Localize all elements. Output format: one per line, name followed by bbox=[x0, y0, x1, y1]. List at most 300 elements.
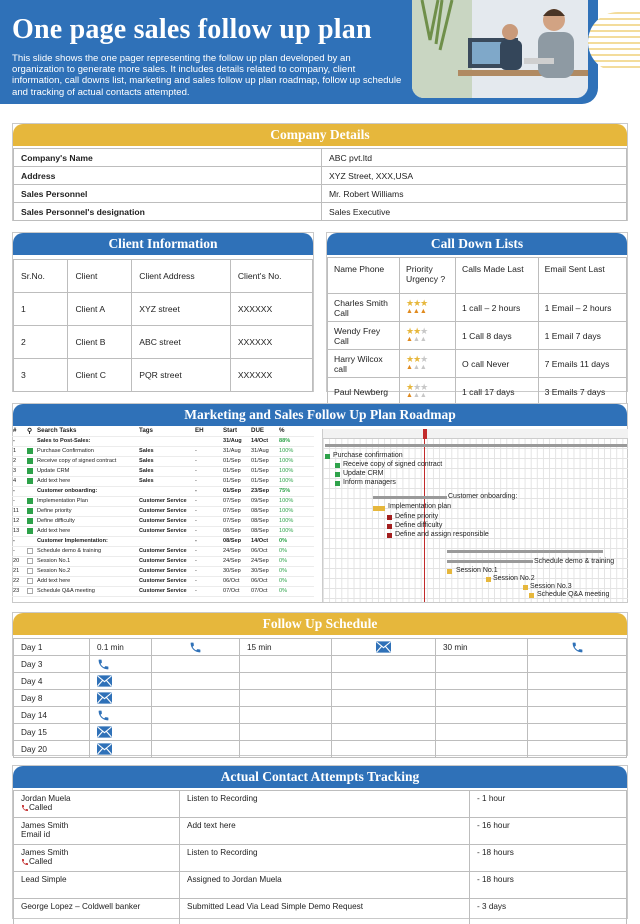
tracking-contact bbox=[14, 872, 180, 899]
task-name: Customer onboarding: bbox=[36, 486, 138, 496]
phone-icon bbox=[189, 641, 202, 654]
task-due: 01/Sep bbox=[250, 476, 278, 486]
follow-up-empty-cell bbox=[332, 707, 436, 724]
task-start: 01/Sep bbox=[222, 466, 250, 476]
task-eh: - bbox=[194, 446, 222, 456]
gantt-marker bbox=[447, 569, 452, 574]
task-pct: 100% bbox=[278, 516, 314, 526]
task-name: Schedule Q&A meeting bbox=[36, 586, 138, 596]
follow-up-icon-cell bbox=[332, 639, 436, 656]
roadmap-row bbox=[12, 446, 314, 456]
task-start: 01/Sep bbox=[222, 476, 250, 486]
checkbox-checked-icon[interactable] bbox=[27, 528, 33, 534]
roadmap-row bbox=[12, 506, 314, 516]
task-name: Session No.2 bbox=[36, 566, 138, 576]
task-eh: - bbox=[194, 486, 222, 496]
task-name: Add text here bbox=[36, 526, 138, 536]
tracking-name: Jordan Muela bbox=[21, 794, 71, 803]
roadmap-header-cell: Tags bbox=[138, 426, 194, 436]
task-eh: - bbox=[194, 546, 222, 556]
client-header-cell: Sr.No. bbox=[14, 260, 68, 293]
call-header-cell: Calls Made Last bbox=[456, 258, 539, 294]
task-pct: 75% bbox=[278, 486, 314, 496]
task-due: 31/Aug bbox=[250, 446, 278, 456]
tracking-action: Submitted Lead Via Lead Simple Demo Request bbox=[180, 899, 470, 924]
task-start: 08/Sep bbox=[222, 526, 250, 536]
follow-up-time: 15 min bbox=[240, 639, 332, 656]
mail-icon bbox=[376, 641, 391, 653]
call-row bbox=[328, 294, 627, 322]
roadmap-row bbox=[12, 486, 314, 496]
client-cell: PQR street bbox=[132, 359, 231, 392]
follow-up-icon-cell bbox=[90, 741, 152, 758]
task-name: Define priority bbox=[36, 506, 138, 516]
row-check bbox=[26, 506, 36, 516]
task-start: 08/Sep bbox=[222, 536, 250, 546]
task-due: 23/Sep bbox=[250, 486, 278, 496]
tracking-contact bbox=[14, 818, 180, 845]
task-eh: - bbox=[194, 516, 222, 526]
company-label: Company's Name bbox=[14, 149, 322, 167]
gantt-marker bbox=[335, 463, 340, 468]
follow-up-icon-cell bbox=[90, 707, 152, 724]
row-check bbox=[26, 516, 36, 526]
follow-up-schedule-title: Follow Up Schedule bbox=[13, 613, 627, 635]
task-name: Customer Implementation: bbox=[36, 536, 138, 546]
tracking-name: James Smith bbox=[21, 848, 69, 857]
checkbox-checked-icon[interactable] bbox=[27, 458, 33, 464]
company-details-table bbox=[13, 148, 627, 221]
call-name: Charles Smith Call bbox=[328, 294, 400, 322]
client-cell: Client B bbox=[68, 326, 132, 359]
gantt-timeline-header bbox=[323, 429, 628, 439]
checkbox-empty-icon[interactable] bbox=[27, 558, 33, 564]
gantt-marker bbox=[335, 472, 340, 477]
task-start: 24/Sep bbox=[222, 556, 250, 566]
gantt-label: Schedule Q&A meeting bbox=[537, 591, 610, 598]
client-cell: ABC street bbox=[132, 326, 231, 359]
follow-up-row bbox=[14, 690, 627, 707]
gantt-marker bbox=[335, 481, 340, 486]
task-due: 01/Sep bbox=[250, 466, 278, 476]
call-header-cell: Priority Urgency ? bbox=[400, 258, 456, 294]
client-cell: Client C bbox=[68, 359, 132, 392]
follow-up-row bbox=[14, 724, 627, 741]
row-check bbox=[26, 496, 36, 506]
task-pct: 100% bbox=[278, 446, 314, 456]
tracking-time: - 18 hours bbox=[470, 872, 627, 899]
company-label: Sales Personnel bbox=[14, 185, 322, 203]
follow-up-empty-cell bbox=[332, 690, 436, 707]
roadmap-row bbox=[12, 576, 314, 586]
follow-up-empty-cell bbox=[436, 690, 528, 707]
checkbox-checked-icon[interactable] bbox=[27, 508, 33, 514]
roadmap-header-cell: % bbox=[278, 426, 314, 436]
row-check bbox=[26, 526, 36, 536]
follow-up-icon-cell bbox=[90, 724, 152, 741]
task-tag: Customer Service bbox=[138, 526, 194, 536]
gantt-bar-demo bbox=[447, 560, 533, 563]
client-cell: 2 bbox=[14, 326, 68, 359]
checkbox-empty-icon[interactable] bbox=[27, 568, 33, 574]
search-icon: ⚲ bbox=[27, 427, 33, 435]
urgency-flame-icon: ▲▲▲ bbox=[406, 336, 427, 343]
gantt-label: Customer onboarding: bbox=[448, 493, 518, 500]
company-label: Address bbox=[14, 167, 322, 185]
task-eh: - bbox=[194, 536, 222, 546]
row-number: 2 bbox=[12, 456, 26, 466]
follow-up-empty-cell bbox=[528, 673, 627, 690]
task-start: 07/Sep bbox=[222, 516, 250, 526]
follow-up-empty-cell bbox=[332, 741, 436, 758]
follow-up-empty-cell bbox=[436, 656, 528, 673]
task-tag: Customer Service bbox=[138, 516, 194, 526]
roadmap-row bbox=[12, 476, 314, 486]
task-tag: Customer Service bbox=[138, 496, 194, 506]
checkbox-empty-icon[interactable] bbox=[27, 588, 33, 594]
calls-made: 1 call 17 days bbox=[456, 378, 539, 406]
gantt-label: Define difficulty bbox=[395, 522, 443, 529]
follow-up-day: Day 14 bbox=[14, 707, 90, 724]
follow-up-empty-cell bbox=[528, 656, 627, 673]
roadmap-header-cell: # bbox=[12, 426, 26, 436]
row-number: 22 bbox=[12, 576, 26, 586]
task-eh: - bbox=[194, 566, 222, 576]
mail-icon bbox=[97, 726, 112, 738]
client-cell: XXXXXX bbox=[230, 326, 312, 359]
task-pct: 0% bbox=[278, 536, 314, 546]
row-check bbox=[26, 456, 36, 466]
task-tag: Sales bbox=[138, 456, 194, 466]
task-pct: 0% bbox=[278, 566, 314, 576]
client-cell: XXXXXX bbox=[230, 359, 312, 392]
client-header-cell: Client Address bbox=[132, 260, 231, 293]
tracking-row bbox=[14, 845, 627, 872]
follow-up-empty-cell bbox=[528, 724, 627, 741]
task-due: 08/Sep bbox=[250, 526, 278, 536]
company-details-title: Company Details bbox=[13, 124, 627, 146]
gantt-label: Inform managers bbox=[343, 479, 396, 486]
company-row bbox=[14, 203, 627, 221]
phone-icon bbox=[571, 641, 584, 654]
row-check bbox=[26, 536, 36, 546]
roadmap-header-cell: Start bbox=[222, 426, 250, 436]
follow-up-icon-cell bbox=[528, 639, 627, 656]
task-start: 31/Aug bbox=[222, 436, 250, 446]
follow-up-empty-cell bbox=[240, 707, 332, 724]
call-name: Wendy Frey Call bbox=[328, 322, 400, 350]
task-start: 07/Oct bbox=[222, 586, 250, 596]
follow-up-empty-cell bbox=[240, 724, 332, 741]
tracking-time: - 1 hour bbox=[470, 791, 627, 818]
tracking-action: Listen to Recording bbox=[180, 845, 470, 872]
email-sent: 1 Email – 2 hours bbox=[538, 294, 626, 322]
follow-up-empty-cell bbox=[240, 673, 332, 690]
follow-up-day: Day 4 bbox=[14, 673, 90, 690]
gantt-bar-sales-to-post-sales bbox=[325, 444, 627, 447]
follow-up-empty-cell bbox=[528, 741, 627, 758]
row-number: - bbox=[12, 546, 26, 556]
priority-cell bbox=[400, 378, 456, 406]
task-due: 06/Oct bbox=[250, 576, 278, 586]
task-eh bbox=[194, 436, 222, 446]
task-name: Add text here bbox=[36, 476, 138, 486]
priority-cell bbox=[400, 294, 456, 322]
call-down-lists-title: Call Down Lists bbox=[327, 233, 627, 255]
task-due: 30/Sep bbox=[250, 566, 278, 576]
roadmap-row bbox=[12, 586, 314, 596]
row-number: 4 bbox=[12, 476, 26, 486]
row-number: - bbox=[12, 496, 26, 506]
checkbox-empty-icon[interactable] bbox=[27, 578, 33, 584]
priority-cell bbox=[400, 322, 456, 350]
follow-up-empty-cell bbox=[240, 741, 332, 758]
row-check bbox=[26, 436, 36, 446]
gantt-marker bbox=[387, 524, 392, 529]
task-pct: 88% bbox=[278, 436, 314, 446]
gantt-label: Define priority bbox=[395, 513, 439, 520]
tracking-contact bbox=[14, 899, 180, 924]
email-sent: 1 Email 7 days bbox=[538, 322, 626, 350]
calls-made: 1 call – 2 hours bbox=[456, 294, 539, 322]
roadmap-row bbox=[12, 436, 314, 446]
company-row bbox=[14, 167, 627, 185]
follow-up-row bbox=[14, 741, 627, 758]
client-header-cell: Client's No. bbox=[230, 260, 312, 293]
client-cell: XXXXXX bbox=[230, 293, 312, 326]
row-number: - bbox=[12, 486, 26, 496]
task-tag: Customer Service bbox=[138, 506, 194, 516]
client-cell: 1 bbox=[14, 293, 68, 326]
contact-tracking-section bbox=[12, 765, 628, 919]
row-number: 3 bbox=[12, 466, 26, 476]
priority-stars-icon: ★★★ bbox=[406, 326, 428, 336]
tracking-action: Add text here bbox=[180, 818, 470, 845]
call-down-table bbox=[327, 257, 627, 406]
tracking-action: Listen to Recording bbox=[180, 791, 470, 818]
contact-tracking-title: Actual Contact Attempts Tracking bbox=[13, 766, 627, 788]
gantt-marker bbox=[325, 454, 330, 459]
follow-up-empty-cell bbox=[152, 724, 240, 741]
row-check bbox=[26, 556, 36, 566]
client-row bbox=[14, 326, 313, 359]
follow-up-icon-cell bbox=[90, 673, 152, 690]
task-start: 24/Sep bbox=[222, 546, 250, 556]
task-eh: - bbox=[194, 456, 222, 466]
task-due: 24/Sep bbox=[250, 556, 278, 566]
follow-up-day: Day 8 bbox=[14, 690, 90, 707]
follow-up-empty-cell bbox=[528, 690, 627, 707]
call-down-lists-section bbox=[326, 232, 628, 399]
call-row bbox=[328, 350, 627, 378]
task-start: 06/Oct bbox=[222, 576, 250, 586]
call-header-row bbox=[328, 258, 627, 294]
client-information-title: Client Information bbox=[13, 233, 313, 255]
contact-tracking-table bbox=[13, 790, 627, 924]
task-pct: 100% bbox=[278, 526, 314, 536]
gantt-bar-implementation-phase bbox=[447, 550, 603, 553]
task-pct: 100% bbox=[278, 506, 314, 516]
roadmap-row bbox=[12, 566, 314, 576]
follow-up-empty-cell bbox=[240, 690, 332, 707]
follow-up-empty-cell bbox=[152, 690, 240, 707]
task-eh: - bbox=[194, 496, 222, 506]
task-name: Add text here bbox=[36, 576, 138, 586]
checkbox-checked-icon[interactable] bbox=[27, 468, 33, 474]
follow-up-empty-cell bbox=[436, 707, 528, 724]
gantt-label: Purchase confirmation bbox=[333, 452, 403, 459]
follow-up-row bbox=[14, 673, 627, 690]
calls-made: 1 Call 8 days bbox=[456, 322, 539, 350]
tracking-sub-text: Email id bbox=[21, 830, 51, 839]
tracking-name: Lead Simple bbox=[21, 875, 67, 884]
task-tag: Sales bbox=[138, 446, 194, 456]
tracking-sub bbox=[21, 803, 172, 812]
task-tag: Sales bbox=[138, 466, 194, 476]
task-eh: - bbox=[194, 466, 222, 476]
client-information-table bbox=[13, 259, 313, 392]
task-name: Implementation Plan bbox=[36, 496, 138, 506]
tracking-sub-text: Called bbox=[29, 857, 53, 866]
gantt-marker bbox=[387, 515, 392, 520]
gantt-bar-onboarding bbox=[373, 496, 447, 499]
roadmap-row bbox=[12, 556, 314, 566]
priority-cell bbox=[400, 350, 456, 378]
urgency-flame-icon: ▲▲▲ bbox=[406, 308, 427, 315]
checkbox-checked-icon[interactable] bbox=[27, 448, 33, 454]
task-tag: Customer Service bbox=[138, 566, 194, 576]
company-row bbox=[14, 149, 627, 167]
call-name: Paul Newberg bbox=[328, 378, 400, 406]
urgency-flame-icon: ▲▲▲ bbox=[406, 364, 427, 371]
task-start: 31/Aug bbox=[222, 446, 250, 456]
call-row bbox=[328, 322, 627, 350]
checkbox-checked-icon[interactable] bbox=[27, 518, 33, 524]
mail-icon bbox=[97, 743, 112, 755]
gantt-label: Define and assign responsible bbox=[395, 531, 489, 538]
row-check bbox=[26, 476, 36, 486]
task-due: 14/Oct bbox=[250, 436, 278, 446]
row-number: - bbox=[12, 436, 26, 446]
call-header-cell: Email Sent Last bbox=[538, 258, 626, 294]
task-name: Define difficulty bbox=[36, 516, 138, 526]
client-row bbox=[14, 359, 313, 392]
email-sent: 3 Emails 7 days bbox=[538, 378, 626, 406]
gantt-marker bbox=[529, 593, 534, 598]
task-pct: 0% bbox=[278, 586, 314, 596]
follow-up-icon-cell bbox=[152, 639, 240, 656]
task-due: 06/Oct bbox=[250, 546, 278, 556]
gantt-label: Session No.1 bbox=[456, 567, 498, 574]
task-name: Update CRM bbox=[36, 466, 138, 476]
task-name: Session No.1 bbox=[36, 556, 138, 566]
gantt-label: Receive copy of signed contract bbox=[343, 461, 443, 468]
row-number: 12 bbox=[12, 516, 26, 526]
client-header-cell: Client bbox=[68, 260, 132, 293]
tracking-time: - 16 hour bbox=[470, 818, 627, 845]
follow-up-empty-cell bbox=[152, 656, 240, 673]
gantt-marker bbox=[387, 533, 392, 538]
checkbox-empty-icon[interactable] bbox=[27, 548, 33, 554]
task-due: 08/Sep bbox=[250, 516, 278, 526]
company-value: Mr. Robert Williams bbox=[322, 185, 627, 203]
tracking-row bbox=[14, 899, 627, 924]
task-pct: 100% bbox=[278, 476, 314, 486]
task-tag bbox=[138, 486, 194, 496]
follow-up-empty-cell bbox=[332, 656, 436, 673]
checkbox-checked-icon[interactable] bbox=[27, 478, 33, 484]
task-pct: 0% bbox=[278, 556, 314, 566]
roadmap-title: Marketing and Sales Follow Up Plan Roadmap bbox=[13, 404, 627, 426]
mail-icon bbox=[97, 675, 112, 687]
row-number: 1 bbox=[12, 446, 26, 456]
gantt-label: Implementation plan bbox=[388, 503, 452, 510]
follow-up-row bbox=[14, 656, 627, 673]
priority-stars-icon: ★★★ bbox=[406, 298, 428, 308]
page-title: One page sales follow up plan bbox=[12, 14, 372, 45]
row-check bbox=[26, 566, 36, 576]
task-pct: 0% bbox=[278, 576, 314, 586]
tracking-sub bbox=[21, 830, 172, 839]
priority-stars-icon: ★★★ bbox=[406, 354, 428, 364]
tracking-time: - 18 hours bbox=[470, 845, 627, 872]
follow-up-time: 30 min bbox=[436, 639, 528, 656]
follow-up-empty-cell bbox=[436, 741, 528, 758]
roadmap-row bbox=[12, 516, 314, 526]
row-number: 23 bbox=[12, 586, 26, 596]
row-number: - bbox=[12, 536, 26, 546]
tracking-contact bbox=[14, 845, 180, 872]
tracking-name: James Smith bbox=[21, 821, 69, 830]
call-row bbox=[328, 378, 627, 406]
row-check bbox=[26, 546, 36, 556]
client-information-section bbox=[12, 232, 314, 392]
follow-up-row bbox=[14, 707, 627, 724]
tracking-sub-text: Called bbox=[29, 803, 53, 812]
task-pct: 100% bbox=[278, 456, 314, 466]
row-check bbox=[26, 486, 36, 496]
gantt-label: Schedule demo & training bbox=[534, 558, 615, 565]
follow-up-empty-cell bbox=[528, 707, 627, 724]
roadmap-header-cell: EH bbox=[194, 426, 222, 436]
follow-up-empty-cell bbox=[436, 673, 528, 690]
follow-up-empty-cell bbox=[240, 656, 332, 673]
mail-icon bbox=[97, 692, 112, 704]
row-check bbox=[26, 586, 36, 596]
task-name: Sales to Post-Sales: bbox=[36, 436, 138, 446]
priority-stars-icon: ★★★ bbox=[406, 382, 428, 392]
checkbox-checked-icon[interactable] bbox=[27, 498, 33, 504]
row-check bbox=[26, 576, 36, 586]
gantt-bar-implementation bbox=[373, 506, 385, 511]
tracking-action: Assigned to Jordan Muela bbox=[180, 872, 470, 899]
task-due: 01/Sep bbox=[250, 456, 278, 466]
tracking-time: - 3 days bbox=[470, 899, 627, 924]
task-tag: Customer Service bbox=[138, 576, 194, 586]
call-name: Harry Wilcox call bbox=[328, 350, 400, 378]
phone-icon bbox=[97, 709, 110, 722]
client-row bbox=[14, 293, 313, 326]
task-pct: 100% bbox=[278, 496, 314, 506]
task-eh: - bbox=[194, 556, 222, 566]
row-check bbox=[26, 446, 36, 456]
roadmap-row bbox=[12, 546, 314, 556]
follow-up-schedule-section bbox=[12, 612, 628, 756]
tracking-name: George Lopez – Coldwell banker bbox=[21, 902, 141, 911]
company-value: ABC pvt.ltd bbox=[322, 149, 627, 167]
gantt-label: Session No.3 bbox=[530, 583, 572, 590]
decorative-stripes bbox=[588, 12, 640, 72]
